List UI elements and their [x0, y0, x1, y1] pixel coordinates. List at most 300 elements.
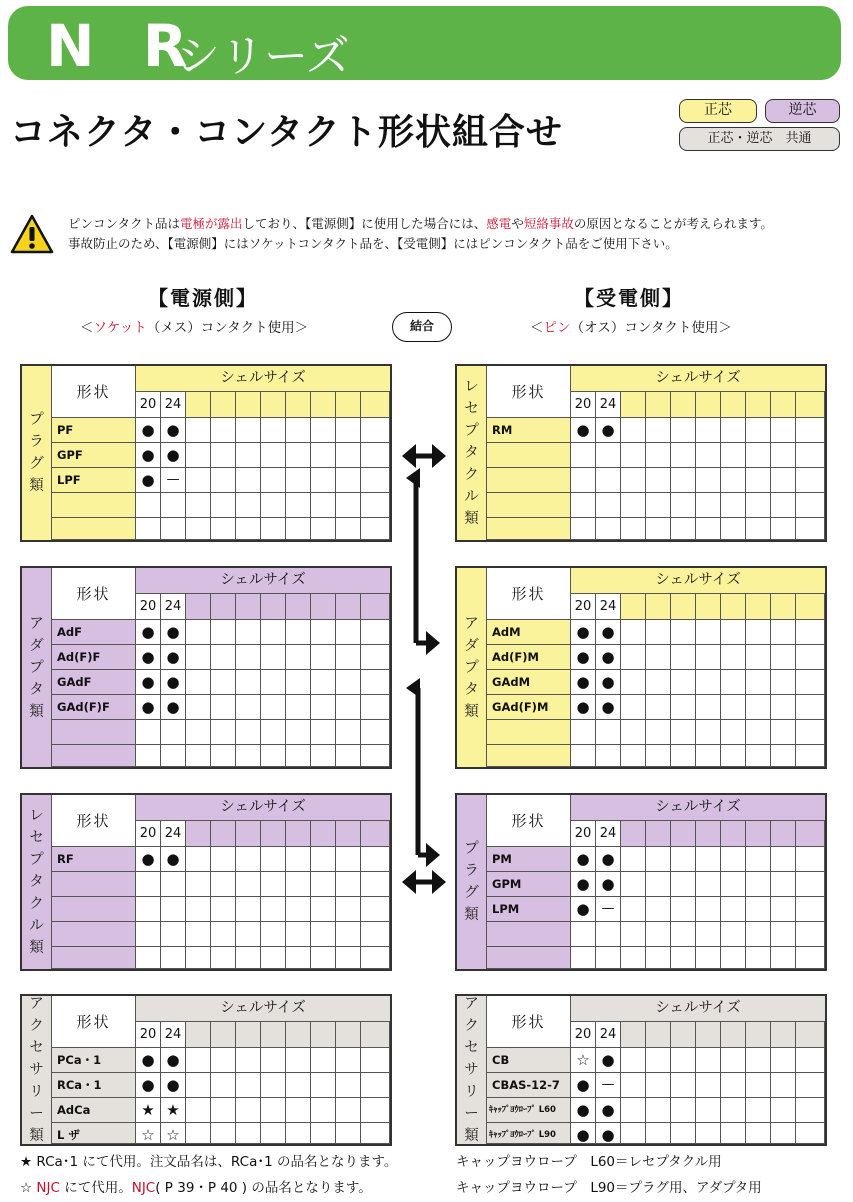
table-cell [646, 468, 671, 493]
table-cell [771, 745, 796, 767]
shell-size-empty [696, 1022, 721, 1048]
table-cell [796, 897, 825, 922]
table-cell [671, 645, 696, 670]
table-cell [621, 872, 646, 897]
shell-size-cell: 20 [571, 594, 596, 620]
table-cell [571, 518, 596, 540]
table-cell [236, 1098, 261, 1123]
table-cell [746, 493, 771, 518]
table-cell [186, 1048, 211, 1073]
table-cell: ● [161, 670, 186, 695]
table-cell [336, 645, 361, 670]
table-cell [771, 1098, 796, 1123]
table-cell [286, 720, 311, 745]
category-char: タ [29, 681, 44, 698]
table-cell [796, 620, 825, 645]
table-cell [571, 720, 596, 745]
table-row-label [487, 947, 571, 969]
table-cell [286, 695, 311, 720]
table-row-label: CB [487, 1048, 571, 1073]
table-cell [621, 620, 646, 645]
note-l60: キャップヨウロープ L60＝レセプタクル用 [456, 1154, 722, 1170]
table-cell [796, 745, 825, 767]
shell-size-empty [796, 821, 825, 847]
table-cell: ● [571, 1123, 596, 1144]
table-cell [361, 1123, 390, 1144]
table-cell: ● [161, 695, 186, 720]
category-label [457, 996, 487, 1144]
column-header-shell-size: シェルサイズ [136, 366, 390, 392]
shell-size-empty [646, 821, 671, 847]
shell-size-empty [311, 594, 336, 620]
shell-size-cell: 24 [161, 594, 186, 620]
table-cell [721, 518, 746, 540]
table-cell [696, 745, 721, 767]
series-title-bar [8, 6, 841, 80]
table-cell [261, 1073, 286, 1098]
table-cell [646, 418, 671, 443]
table-cell: ● [136, 468, 161, 493]
table-cell [336, 872, 361, 897]
column-header-shape: 形状 [52, 795, 136, 847]
table-cell [671, 443, 696, 468]
table-cell [646, 720, 671, 745]
table-cell [621, 493, 646, 518]
table-cell [186, 620, 211, 645]
table-cell [261, 1048, 286, 1073]
table-cell [596, 493, 621, 518]
table-cell [696, 947, 721, 969]
table-cell [136, 897, 161, 922]
legend-reverse: 逆芯 [765, 99, 840, 123]
category-char: 類 [29, 940, 44, 956]
table-cell [721, 922, 746, 947]
table-cell [136, 720, 161, 745]
shell-size-empty [336, 821, 361, 847]
shell-size-empty [721, 821, 746, 847]
table-cell: ● [136, 1073, 161, 1098]
table-cell [671, 847, 696, 872]
category-char: プ [29, 659, 44, 676]
category-label [457, 568, 487, 767]
category-char: グ [29, 456, 44, 472]
table-cell [286, 468, 311, 493]
table-cell: ● [161, 645, 186, 670]
table-cell [136, 872, 161, 897]
table-cell: ● [596, 645, 621, 670]
table-cell [746, 1048, 771, 1073]
power-side-heading: 【電源側】 [148, 286, 258, 310]
column-header-shape: 形状 [52, 996, 136, 1048]
table-cell [696, 847, 721, 872]
table-cell [721, 1098, 746, 1123]
table-cell [696, 418, 721, 443]
table-cell [621, 897, 646, 922]
table-cell [286, 922, 311, 947]
category-char: ア [29, 996, 44, 1012]
table-cell: ● [596, 670, 621, 695]
table-cell [286, 1123, 311, 1144]
table-cell [596, 720, 621, 745]
table-cell [696, 695, 721, 720]
receive-side-heading: 【受電側】 [574, 286, 684, 310]
table-cell [721, 468, 746, 493]
table-cell: ☆ [571, 1048, 596, 1073]
table-cell [646, 1098, 671, 1123]
table-cell [211, 645, 236, 670]
warning-part: しており、【電源側】に使用した場合には、 [242, 216, 487, 231]
table-cell [236, 468, 261, 493]
category-char: リ [464, 1084, 479, 1100]
table-cell [286, 518, 311, 540]
table-cell [186, 518, 211, 540]
shell-size-empty [746, 821, 771, 847]
table-cell [671, 468, 696, 493]
table-cell [286, 670, 311, 695]
note-hollow-star [20, 1176, 372, 1196]
table-cell [261, 443, 286, 468]
table-cell [236, 1048, 261, 1073]
shell-size-cell: 24 [596, 392, 621, 418]
table-cell [236, 947, 261, 969]
table-cell [746, 443, 771, 468]
table-cell [136, 922, 161, 947]
table-cell [796, 443, 825, 468]
table-cell [671, 670, 696, 695]
table-cell [211, 745, 236, 767]
table-cell [236, 872, 261, 897]
table-cell [236, 518, 261, 540]
table-cell: ● [136, 443, 161, 468]
table-cell [696, 922, 721, 947]
table-cell [236, 695, 261, 720]
table-cell: — [596, 897, 621, 922]
category-char: ア [464, 996, 479, 1012]
category-char: 類 [464, 1128, 479, 1144]
table-cell [161, 745, 186, 767]
table-cell [671, 720, 696, 745]
table-row-label [52, 922, 136, 947]
table-cell [261, 493, 286, 518]
table-cell: ★ [136, 1098, 161, 1123]
table-cell [621, 922, 646, 947]
table-cell [696, 468, 721, 493]
table-cell [571, 745, 596, 767]
table-cell [336, 1098, 361, 1123]
table-cell [311, 695, 336, 720]
page-title: コネクタ・コンタクト形状組合せ [10, 112, 563, 153]
table-cell [186, 922, 211, 947]
table-cell: ● [161, 847, 186, 872]
shell-size-cell: 20 [571, 392, 596, 418]
table-row-label: RCa・1 [52, 1073, 136, 1098]
table-cell [361, 695, 390, 720]
table-cell [261, 947, 286, 969]
table-row-label [487, 493, 571, 518]
table-cell [621, 745, 646, 767]
table-cell [286, 443, 311, 468]
table-cell [746, 1073, 771, 1098]
table-cell [621, 468, 646, 493]
table-cell [261, 518, 286, 540]
shell-size-empty [721, 1022, 746, 1048]
table-cell [336, 1123, 361, 1144]
category-char: ル [29, 918, 44, 934]
table-cell [211, 1098, 236, 1123]
category-char: ラ [29, 434, 44, 450]
table-cell [771, 1048, 796, 1073]
table-cell [336, 1048, 361, 1073]
shell-size-empty [261, 594, 286, 620]
table-cell [211, 1123, 236, 1144]
table-cell [236, 645, 261, 670]
table-cell [721, 1073, 746, 1098]
shell-size-empty [771, 1022, 796, 1048]
table-cell [311, 922, 336, 947]
shell-size-empty [746, 392, 771, 418]
table-plug-receive [455, 793, 827, 971]
note-highlight: NJC [36, 1180, 60, 1196]
table-cell: ● [136, 645, 161, 670]
shell-size-cell: 20 [136, 392, 161, 418]
join-badge: 結合 [392, 312, 452, 342]
table-cell [336, 493, 361, 518]
shell-size-empty [286, 821, 311, 847]
category-char: ー [464, 1106, 479, 1122]
table-cell [746, 872, 771, 897]
table-cell [161, 897, 186, 922]
table-cell [311, 720, 336, 745]
table-cell [771, 897, 796, 922]
table-cell [796, 947, 825, 969]
table-cell: ● [136, 670, 161, 695]
category-char: 類 [464, 511, 479, 527]
table-cell [211, 518, 236, 540]
warning-highlight: 短絡事故 [523, 216, 574, 231]
shell-size-empty [746, 594, 771, 620]
table-cell [361, 493, 390, 518]
table-cell [311, 418, 336, 443]
table-cell [571, 443, 596, 468]
table-cell [236, 847, 261, 872]
category-char: セ [464, 1040, 479, 1056]
table-cell [336, 518, 361, 540]
table-cell [261, 720, 286, 745]
legend-both: 正芯・逆芯 共通 [679, 127, 840, 151]
table-cell [596, 518, 621, 540]
table-cell [621, 418, 646, 443]
column-header-shell-size: シェルサイズ [571, 366, 825, 392]
table-cell [621, 720, 646, 745]
table-cell: ☆ [136, 1123, 161, 1144]
note-part: ( P 39・P 40 ) の品名となります。 [155, 1180, 372, 1196]
shell-size-empty [286, 392, 311, 418]
table-cell [261, 418, 286, 443]
warning-part: の原因となることが考えられます。 [573, 216, 773, 231]
table-cell [746, 620, 771, 645]
table-cell [596, 443, 621, 468]
table-cell [771, 1123, 796, 1144]
shell-size-cell: 24 [596, 594, 621, 620]
shell-size-empty [286, 1022, 311, 1048]
table-cell: ● [571, 620, 596, 645]
table-cell: ● [596, 1123, 621, 1144]
table-cell [211, 1048, 236, 1073]
shell-size-cell: 20 [136, 1022, 161, 1048]
table-cell [211, 670, 236, 695]
table-row-label [52, 872, 136, 897]
table-cell [646, 872, 671, 897]
shell-size-cell: 20 [136, 821, 161, 847]
table-cell [361, 922, 390, 947]
shell-size-empty [211, 594, 236, 620]
table-cell [211, 1073, 236, 1098]
shell-size-cell: 24 [596, 821, 621, 847]
category-char: セ [464, 401, 479, 417]
table-plug-power [20, 364, 392, 542]
table-cell [136, 745, 161, 767]
table-cell [721, 847, 746, 872]
table-cell [721, 443, 746, 468]
column-header-shape: 形状 [52, 366, 136, 418]
table-cell [186, 872, 211, 897]
shell-size-empty [261, 1022, 286, 1048]
shell-size-empty [311, 821, 336, 847]
table-cell [186, 493, 211, 518]
warning-triangle-icon [10, 214, 54, 254]
table-cell [261, 897, 286, 922]
table-cell [646, 847, 671, 872]
table-row-label [52, 720, 136, 745]
table-cell [621, 1098, 646, 1123]
table-cell [236, 443, 261, 468]
table-receptacle-receive [455, 364, 827, 542]
category-char: ー [29, 1106, 44, 1122]
table-cell [186, 468, 211, 493]
shell-size-empty [771, 392, 796, 418]
table-cell [646, 670, 671, 695]
shell-size-empty [746, 1022, 771, 1048]
table-cell [311, 947, 336, 969]
table-cell [311, 443, 336, 468]
table-cell [621, 1048, 646, 1073]
table-cell [236, 897, 261, 922]
table-cell [211, 443, 236, 468]
table-cell [746, 720, 771, 745]
table-cell [186, 443, 211, 468]
table-row-label: AdM [487, 620, 571, 645]
sub-part: （メス）コンタクト使用＞ [146, 320, 309, 336]
shell-size-empty [211, 821, 236, 847]
table-cell [796, 1073, 825, 1098]
table-cell [646, 745, 671, 767]
table-cell [696, 518, 721, 540]
column-header-shell-size: シェルサイズ [136, 795, 390, 821]
category-char: 類 [464, 907, 479, 923]
shell-size-cell: 24 [161, 1022, 186, 1048]
table-cell: ● [136, 418, 161, 443]
table-cell [361, 745, 390, 767]
sub-part: ＜ [530, 320, 544, 336]
shell-size-empty [336, 1022, 361, 1048]
table-cell [646, 1123, 671, 1144]
table-cell [361, 1048, 390, 1073]
note-part: にて代用。 [59, 1180, 132, 1196]
table-cell [646, 922, 671, 947]
table-cell [646, 645, 671, 670]
column-header-shell-size: シェルサイズ [571, 996, 825, 1022]
table-cell [186, 1098, 211, 1123]
table-cell [211, 720, 236, 745]
table-cell [261, 645, 286, 670]
shell-size-empty [796, 1022, 825, 1048]
category-char: ダ [29, 637, 44, 654]
table-cell [771, 493, 796, 518]
table-cell [311, 670, 336, 695]
table-cell [746, 670, 771, 695]
table-cell [161, 518, 186, 540]
table-cell [236, 620, 261, 645]
table-cell [621, 1073, 646, 1098]
table-cell [236, 1123, 261, 1144]
table-cell [311, 1073, 336, 1098]
table-cell [721, 872, 746, 897]
receive-side-sub [530, 316, 732, 336]
table-cell: ● [571, 418, 596, 443]
table-cell [596, 745, 621, 767]
table-cell [261, 670, 286, 695]
shell-size-empty [311, 1022, 336, 1048]
table-cell [696, 620, 721, 645]
table-cell [796, 518, 825, 540]
shell-size-cell: 24 [596, 1022, 621, 1048]
column-header-shell-size: シェルサイズ [571, 795, 825, 821]
table-cell [721, 720, 746, 745]
table-cell [361, 468, 390, 493]
table-cell [671, 518, 696, 540]
table-cell [671, 872, 696, 897]
table-cell [796, 847, 825, 872]
table-cell [311, 1123, 336, 1144]
category-char: タ [29, 874, 44, 890]
table-cell [696, 1098, 721, 1123]
table-cell [261, 468, 286, 493]
table-cell: ● [571, 1098, 596, 1123]
table-cell: ● [161, 1048, 186, 1073]
table-cell [621, 443, 646, 468]
table-cell [621, 1123, 646, 1144]
shell-size-empty [361, 392, 390, 418]
table-cell [646, 620, 671, 645]
category-char: 類 [29, 703, 44, 720]
table-row-label [52, 518, 136, 540]
table-cell: ● [571, 645, 596, 670]
table-cell: ● [136, 695, 161, 720]
table-cell [796, 1123, 825, 1144]
table-cell: ● [136, 620, 161, 645]
table-cell [186, 897, 211, 922]
category-char: ク [464, 467, 479, 483]
table-cell [211, 418, 236, 443]
shell-size-empty [186, 594, 211, 620]
table-adapter-power [20, 566, 392, 769]
table-cell [696, 645, 721, 670]
table-cell [746, 695, 771, 720]
table-cell [671, 1123, 696, 1144]
table-cell [361, 720, 390, 745]
table-cell [646, 1048, 671, 1073]
warning-line-1 [68, 214, 773, 234]
